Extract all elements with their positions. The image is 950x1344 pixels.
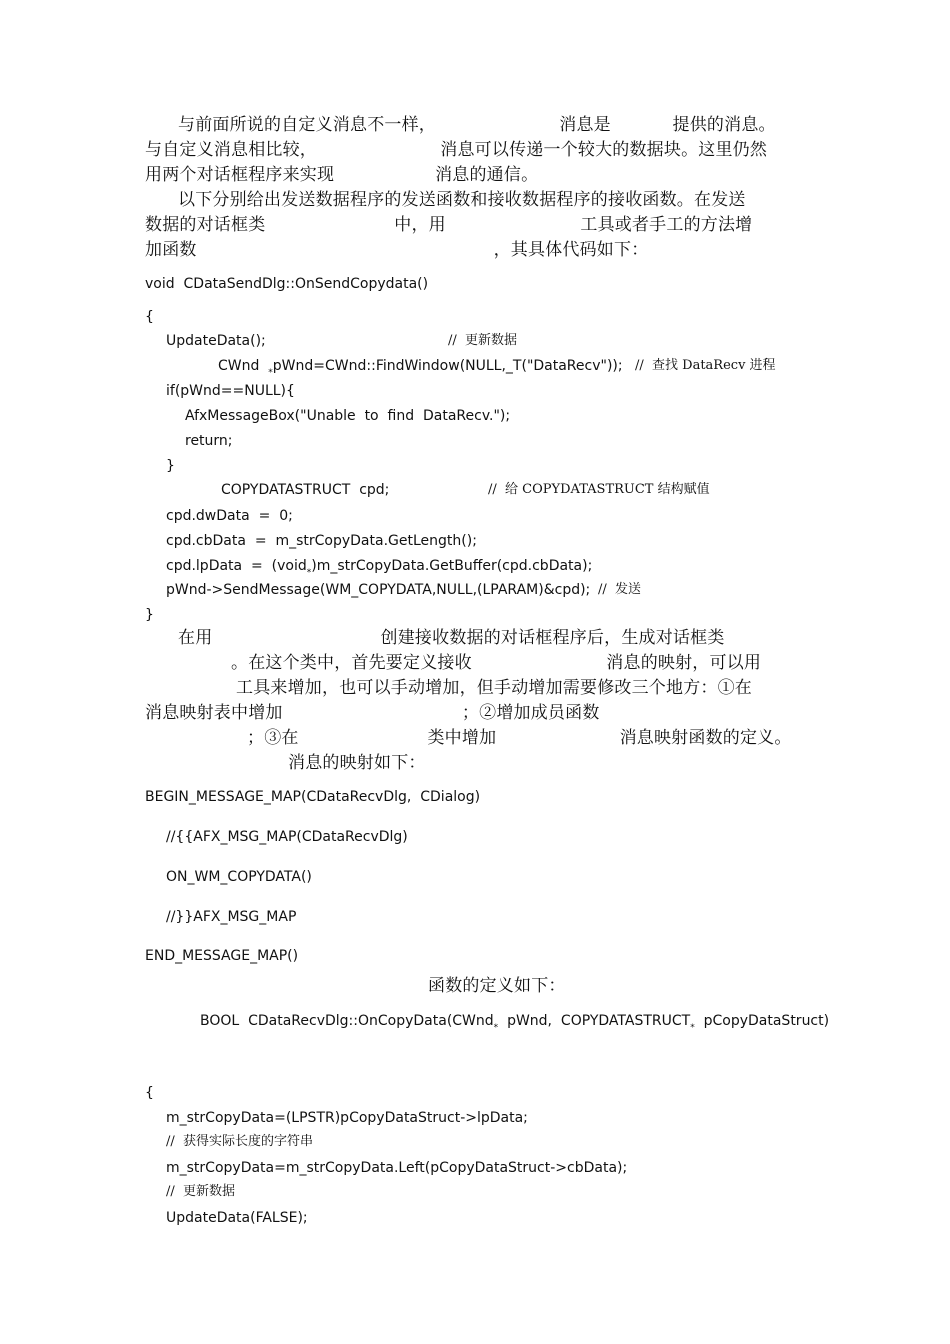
code-recv-signature [200,1011,829,1038]
code-map-begin: BEGIN_MESSAGE_MAP(CDataRecvDlg, CDialog) [145,789,481,805]
code-send-line-if-close: } [166,458,175,474]
code-send-line-return: return; [185,433,233,449]
code-recv-line-updatedata: UpdateData(FALSE); [166,1210,308,1226]
code-send-line-dwdata: cpd.dwData = 0; [166,508,293,524]
pointer-star: * [306,568,312,578]
code-send-line-messagebox: AfxMessageBox("Unable to find DataRecv."); [185,408,511,424]
code-map-end: END_MESSAGE_MAP() [145,948,299,964]
code-send-line-updatedata: UpdateData(); [166,333,266,349]
code-send-findwindow-text: pWnd=CWnd::FindWindow(NULL,_T("DataRecv")); [272,358,623,374]
code-map-afx-begin: //{{AFX_MSG_MAP(CDataRecvDlg) [166,829,408,845]
code-map-afx-end: //}}AFX_MSG_MAP [166,909,297,925]
code-send-signature: void CDataSendDlg::OnSendCopydata() [145,276,429,292]
code-recv-line-lpdata: m_strCopyData=(LPSTR)pCopyDataStruct->lpData; [166,1110,528,1126]
paragraph-3-line-2: 。在这个类中，首先要定义接收 消息的映射，可以用 [231,653,762,673]
paragraph-1-line-3: 用两个对话框程序来实现 消息的通信。 [145,165,539,185]
paragraph-2-line-2: 数据的对话框类 中，用 工具或者手工的方法增 [145,215,753,235]
code-send-line-lpdata [166,556,592,583]
code-send-close-brace: } [145,607,154,623]
code-send-lpdata-text-b: )m_strCopyData.GetBuffer(cpd.cbData); [311,558,593,574]
code-recv-open-brace: { [145,1085,154,1101]
code-recv-comment-update: // 更新数据 [166,1184,236,1199]
code-send-line-sendmessage: pWnd->SendMessage(WM_COPYDATA,NULL,(LPARAM)&cpd); [166,582,591,598]
paragraph-2-line-3: 加函数 ，其具体代码如下： [145,240,649,260]
paragraph-3-line-4: 消息映射表中增加 ；②增加成员函数 [145,703,600,723]
code-send-comment-find: // 查找 DataRecv 进程 [635,358,776,373]
paragraph-1-line-2: 与自定义消息相比较， 消息可以传递一个较大的数据块。这里仍然 [145,140,768,160]
paragraph-4-line-1: 函数的定义如下： [428,976,566,996]
paragraph-3-line-6: 消息的映射如下： [288,753,426,773]
paragraph-3-line-1: 在用 创建接收数据的对话框程序后，生成对话框类 [178,628,725,648]
code-send-cwnd-text: CWnd [218,358,269,374]
code-send-comment-assign: // 给 COPYDATASTRUCT 结构赋值 [488,482,710,497]
code-recv-sig-text-c: pCopyDataStruct) [694,1013,830,1029]
paragraph-3-line-3: 工具来增加，也可以手动增加，但手动增加需要修改三个地方：①在 [236,678,752,698]
code-send-comment-send: // 发送 [598,582,642,597]
code-send-line-cpd: COPYDATASTRUCT cpd; [221,482,390,498]
paragraph-1-line-1: 与前面所说的自定义消息不一样， 消息是 提供的消息。 [178,115,776,135]
code-send-line-if: if(pWnd==NULL){ [166,383,295,399]
code-recv-sig-text-a: BOOL CDataRecvDlg::OnCopyData(CWnd [200,1013,494,1029]
code-map-on-wm-copydata: ON_WM_COPYDATA() [166,869,312,885]
pointer-star: * [690,1023,695,1033]
paragraph-3-line-5: ；③在 类中增加 消息映射函数的定义。 [247,728,792,748]
code-send-lpdata-text-a: cpd.lpData = (void [166,558,307,574]
code-send-open-brace: { [145,309,154,325]
code-send-line-findwindow [218,356,623,383]
code-send-line-cbdata: cpd.cbData = m_strCopyData.GetLength(); [166,533,477,549]
pointer-star: * [268,368,273,378]
pointer-star: * [493,1023,499,1033]
code-recv-line-left: m_strCopyData=m_strCopyData.Left(pCopyDataStruct->cbData); [166,1160,628,1176]
paragraph-2-line-1: 以下分别给出发送数据程序的发送函数和接收数据程序的接收函数。在发送 [178,190,746,210]
code-send-comment-update: // 更新数据 [448,333,518,348]
code-recv-sig-text-b: pWnd, COPYDATASTRUCT [498,1013,691,1029]
code-recv-comment-length: // 获得实际长度的字符串 [166,1134,314,1149]
